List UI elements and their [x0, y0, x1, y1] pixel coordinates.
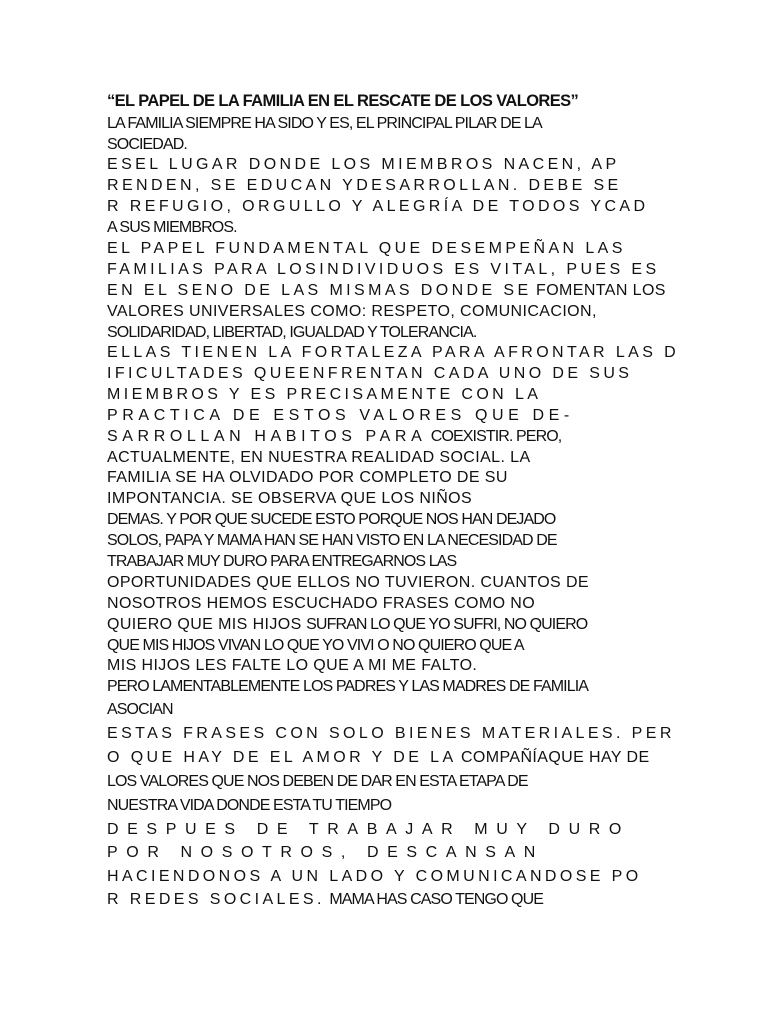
text-line: R REFUGIO, ORGULLO Y ALEGRÍA DE TODOS YCAD — [107, 198, 649, 215]
text-line: PERO LAMENTABLEMENTE LOS PADRES Y LAS MADRES DE FAMILIA — [107, 678, 589, 695]
text-line: IFICULTADES QUEENFRENTAN CADA UNO DE SUS — [107, 365, 633, 382]
text-line: SOLOS, PAPA Y MAMA HAN SE HAN VISTO EN LA NECESIDAD DE — [107, 532, 557, 549]
text-line: DEMAS. Y POR QUE SUCEDE ESTO PORQUE NOS HAN DEJADO — [107, 511, 556, 528]
text-line: FAMILIA SE HA OLVIDADO POR COMPLETO DE SU — [107, 469, 508, 486]
text-line: LOS VALORES QUE NOS DEBEN DE DAR EN ESTA ETAPA DE — [107, 773, 528, 790]
text-segment: COMPAÑÍAQUE HAY DE — [460, 749, 650, 766]
text-line: FAMILIAS PARA LOSINDIVIDUOS ES VITAL, PUES ES — [107, 261, 660, 278]
text-line: OPORTUNIDADES QUE ELLOS NO TUVIERON. CUANTOS DE — [107, 574, 590, 591]
text-segment: R REDES SOCIALES. — [107, 891, 325, 908]
text-line: MIEMBROS Y ES PRECISAMENTE CON LA — [107, 386, 542, 403]
text-segment: MAMA HAS CASO TENGO QUE — [329, 891, 544, 908]
text-line: TRABAJAR MUY DURO PARA ENTREGARNOS LAS — [107, 553, 457, 570]
text-segment: SUFRAN LO QUE YO SUFRI, NO QUIERO — [306, 616, 588, 633]
text-line — [107, 892, 543, 908]
text-line: QUE MIS HIJOS VIVAN LO QUE YO VIVI O NO QUIERO QUE A — [107, 637, 524, 654]
text-line: PRACTICA DE ESTOS VALORES QUE DE- — [107, 407, 574, 424]
text-line: NOSOTROS HEMOS ESCUCHADO FRASES COMO NO — [107, 595, 536, 612]
text-line: ASOCIAN — [107, 701, 173, 718]
text-line: VALORES UNIVERSALES COMO: RESPETO, COMUNICACION, — [107, 303, 597, 320]
text-line: EL PAPEL FUNDAMENTAL QUE DESEMPEÑAN LAS — [107, 240, 626, 257]
text-line: RENDEN, SE EDUCAN YDESARROLLAN. DEBE SE — [107, 177, 622, 194]
text-line: DESPUES DE TRABAJAR MUY DURO — [107, 821, 630, 838]
text-segment: EN EL SENO DE LAS MISMAS DONDE SE — [107, 282, 532, 299]
text-segment: O QUE HAY DE EL AMOR Y DE LA — [107, 749, 457, 766]
text-line: ACTUALMENTE, EN NUESTRA REALIDAD SOCIAL. LA — [107, 449, 531, 466]
document-title: “EL PAPEL DE LA FAMILIA EN EL RESCATE DE LOS VALORES” — [107, 92, 579, 110]
text-line — [107, 750, 650, 766]
text-segment: FOMENTAN LOS — [536, 282, 666, 299]
text-line — [107, 283, 666, 299]
text-line: POR NOSOTROS, DESCANSAN — [107, 844, 544, 861]
text-line: ESTAS FRASES CON SOLO BIENES MATERIALES. PER — [107, 725, 675, 742]
text-segment: QUIERO QUE MIS HIJOS — [107, 616, 302, 633]
text-segment: SARROLLAN HABITOS PARA — [107, 428, 427, 445]
text-line — [107, 429, 561, 445]
text-line: SOCIEDAD. — [107, 136, 187, 153]
text-line: LA FAMILIA SIEMPRE HA SIDO Y ES, EL PRINCIPAL PILAR DE LA — [107, 115, 542, 132]
text-line: SOLIDARIDAD, LIBERTAD, IGUALDAD Y TOLERANCIA. — [107, 324, 477, 341]
text-line: HACIENDONOS A UN LADO Y COMUNICANDOSE PO — [107, 868, 642, 885]
text-segment: COEXISTIR. PERO, — [430, 428, 562, 445]
text-line — [107, 617, 587, 633]
text-line: NUESTRA VIDA DONDE ESTA TU TIEMPO — [107, 797, 392, 814]
text-line: A SUS MIEMBROS. — [107, 219, 237, 236]
text-line: ESEL LUGAR DONDE LOS MIEMBROS NACEN, AP — [107, 156, 620, 173]
text-line: ELLAS TIENEN LA FORTALEZA PARA AFRONTAR LAS D — [107, 344, 680, 361]
text-line: MIS HIJOS LES FALTE LO QUE A MI ME FALTO. — [107, 657, 478, 674]
text-line: IMPONTANCIA. SE OBSERVA QUE LOS NIÑOS — [107, 490, 473, 507]
